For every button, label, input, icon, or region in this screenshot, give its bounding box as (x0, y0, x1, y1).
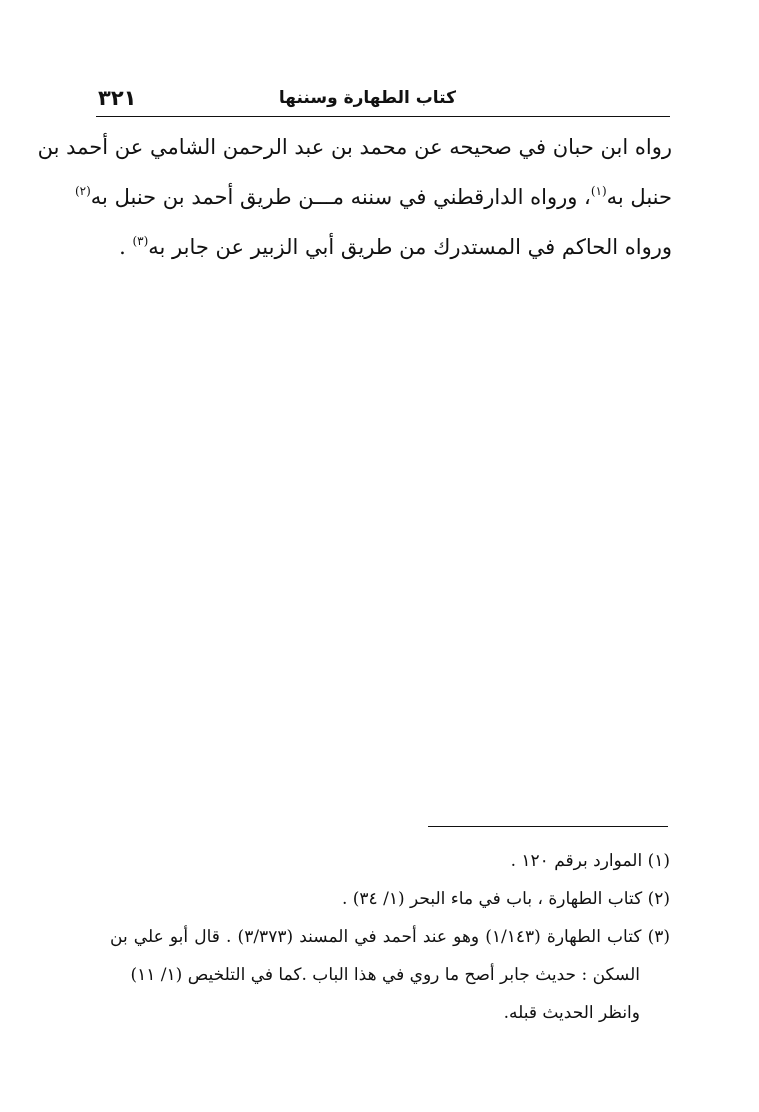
footnote-1: (١) الموارد برقم ١٢٠ . (510, 851, 670, 871)
text-segment: . (119, 235, 133, 259)
footnote-ref-1[interactable]: (١) (590, 184, 607, 198)
footnote-3-line-3: وانظر الحديث قبله. (503, 1003, 640, 1023)
footnote-ref-3[interactable]: (٣) (132, 234, 149, 248)
chapter-title: كتاب الطهارة وسننها (278, 88, 456, 108)
page-number: ٣٢١ (98, 86, 137, 110)
footnote-3-line-1: (٣) كتاب الطهارة (١/١٤٣) وهو عند أحمد في المسند (٣/٣٧٣) . قال أبو علي بن (110, 927, 670, 947)
text-segment: ورواه الحاكم في المستدرك من طريق أبي الزبير عن جابر به (148, 235, 672, 259)
main-text (37, 122, 672, 272)
footnote-2: (٢) كتاب الطهارة ، باب في ماء البحر (١/ ٣٤) . (341, 889, 670, 909)
text-segment: حنبل به (606, 185, 672, 209)
text-line-3 (94, 222, 672, 272)
text-segment: ، ورواه الدارقطني في سننه مـــن طريق أحمد بن حنبل به (90, 185, 591, 209)
page-header (96, 84, 670, 117)
footnote-ref-2[interactable]: (٢) (74, 184, 91, 198)
footnote-divider (428, 826, 668, 827)
footnote-3-line-2: السكن : حديث جابر أصح ما روي في هذا الباب .كما في التلخيص (١/ ١١) (130, 965, 640, 985)
text-line-2 (74, 172, 672, 222)
text-line-1: رواه ابن حبان في صحيحه عن محمد بن عبد الرحمن الشامي عن أحمد بن (37, 135, 672, 159)
footnotes-section (110, 842, 670, 1032)
